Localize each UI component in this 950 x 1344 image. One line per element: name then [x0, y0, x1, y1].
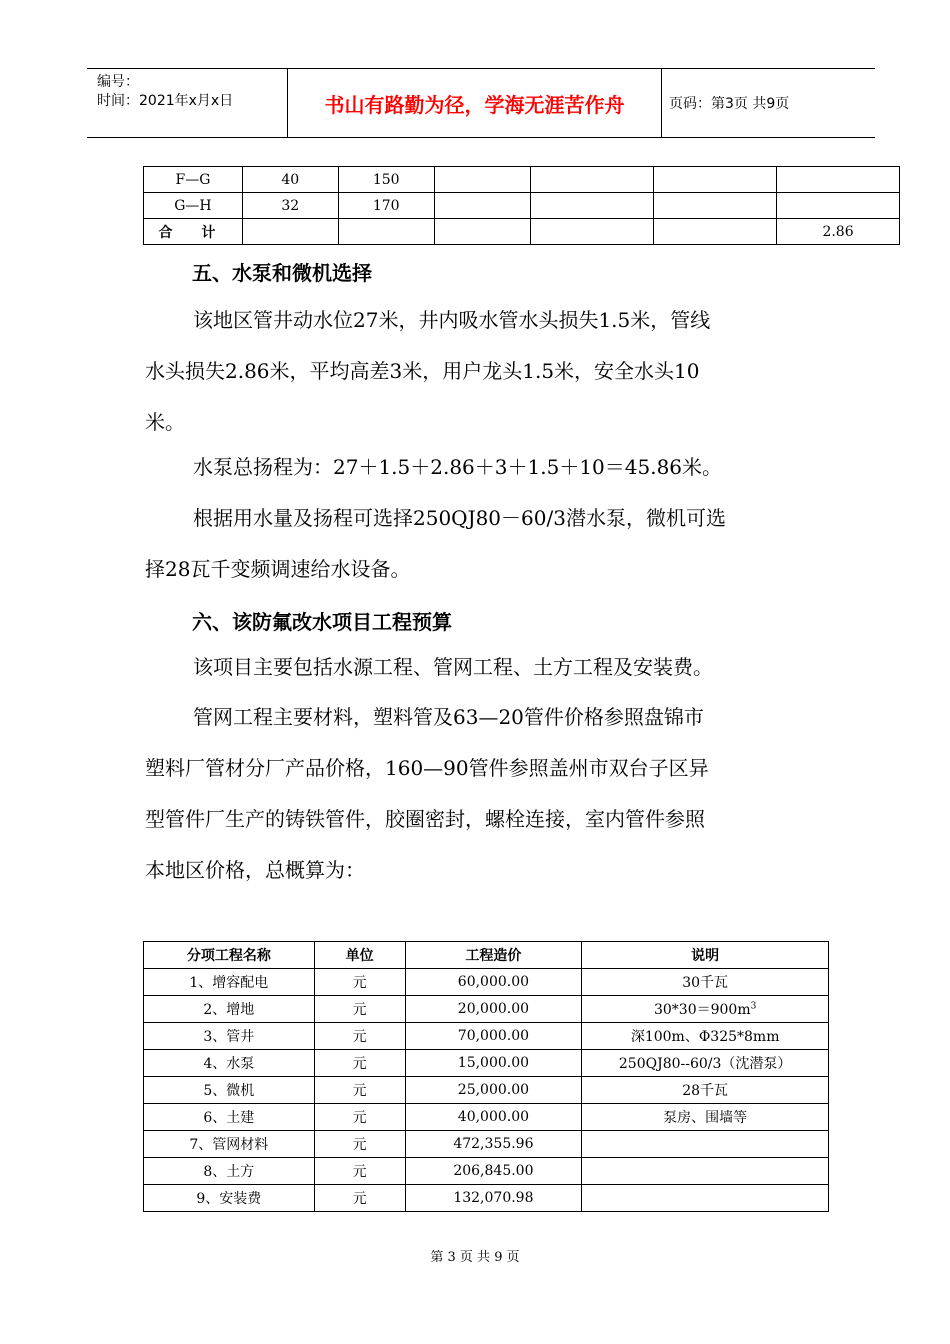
table-row	[144, 1050, 829, 1077]
text-line: 择28瓦千变频调速给水设备。	[145, 557, 411, 581]
item-unit: 元	[314, 996, 405, 1023]
item-cost: 132,070.98	[405, 1185, 582, 1212]
table-cell	[434, 219, 531, 245]
table-cell	[777, 167, 900, 193]
item-note	[582, 1131, 829, 1158]
section5-paragraph3	[145, 493, 825, 595]
item-name: 5、微机	[144, 1077, 315, 1104]
table-row	[144, 969, 829, 996]
item-cost: 472,355.96	[405, 1131, 582, 1158]
item-unit: 元	[314, 1158, 405, 1185]
item-unit: 元	[314, 1023, 405, 1050]
table-cell	[434, 193, 531, 219]
item-note: 250QJ80--60/3（沈潜泵）	[582, 1050, 829, 1077]
item-name: 2、增地	[144, 996, 315, 1023]
table-cell	[338, 219, 434, 245]
item-unit: 元	[314, 1104, 405, 1131]
item-name: 4、水泵	[144, 1050, 315, 1077]
table-row	[144, 996, 829, 1023]
budget-table	[143, 941, 829, 1212]
table-header-row	[144, 942, 829, 969]
table-row	[144, 1131, 829, 1158]
item-note: 30千瓦	[582, 969, 829, 996]
text-line: 该地区管井动水位27米，井内吸水管水头损失1.5米，管线	[193, 308, 711, 332]
item-unit: 元	[314, 1077, 405, 1104]
table-row	[144, 1185, 829, 1212]
item-note: 深100m、Φ325*8mm	[582, 1023, 829, 1050]
text-line: 塑料厂管材分厂产品价格，160—90管件参照盖州市双台子区异	[145, 756, 709, 780]
text-line: 水泵总扬程为：27＋1.5＋2.86＋3＋1.5＋10＝45.86米。	[193, 455, 723, 479]
total-label: 合 计	[144, 219, 243, 245]
item-unit: 元	[314, 969, 405, 996]
column-header: 说明	[582, 942, 829, 969]
item-cost: 206,845.00	[405, 1158, 582, 1185]
page-header	[87, 68, 875, 138]
item-unit: 元	[314, 1050, 405, 1077]
item-name: 1、增容配电	[144, 969, 315, 996]
table-row	[144, 167, 900, 193]
text-line: 型管件厂生产的铸铁管件，胶圈密封，螺栓连接，室内管件参照	[145, 807, 705, 831]
column-header: 单位	[314, 942, 405, 969]
item-name: 8、土方	[144, 1158, 315, 1185]
item-note: 泵房、围墙等	[582, 1104, 829, 1131]
table-cell: 40	[242, 167, 338, 193]
table-row-total	[144, 219, 900, 245]
item-cost: 15,000.00	[405, 1050, 582, 1077]
total-value: 2.86	[777, 219, 900, 245]
table-cell	[654, 219, 777, 245]
header-meta	[97, 73, 285, 111]
text-line: 管网工程主要材料，塑料管及63—20管件价格参照盘锦市	[193, 705, 704, 729]
table-cell: G—H	[144, 193, 243, 219]
item-name: 9、安装费	[144, 1185, 315, 1212]
table-cell	[654, 167, 777, 193]
section6-paragraph2	[145, 692, 825, 896]
text-line: 米。	[145, 410, 185, 434]
item-name: 6、土建	[144, 1104, 315, 1131]
number-label: 编号：	[97, 74, 139, 90]
section5-paragraph2	[145, 442, 825, 493]
table-row	[144, 1104, 829, 1131]
item-unit: 元	[314, 1185, 405, 1212]
table-cell	[242, 219, 338, 245]
table-cell: 170	[338, 193, 434, 219]
item-cost: 20,000.00	[405, 996, 582, 1023]
table-cell: 150	[338, 167, 434, 193]
item-note	[582, 1158, 829, 1185]
table-cell	[531, 167, 654, 193]
table-cell: 32	[242, 193, 338, 219]
item-cost: 70,000.00	[405, 1023, 582, 1050]
note-text: 30*30＝900m	[653, 1002, 751, 1018]
item-unit: 元	[314, 1131, 405, 1158]
table-row	[144, 1023, 829, 1050]
item-note	[582, 996, 829, 1023]
section5-heading: 五、水泵和微机选择	[192, 261, 372, 285]
item-cost: 25,000.00	[405, 1077, 582, 1104]
section5-paragraph1	[145, 295, 825, 448]
header-page-info: 页码：第3页 共9页	[669, 96, 790, 112]
table-cell	[654, 193, 777, 219]
superscript: 3	[750, 1001, 757, 1012]
item-note	[582, 1185, 829, 1212]
table-cell	[531, 193, 654, 219]
table-row	[144, 1077, 829, 1104]
item-cost: 60,000.00	[405, 969, 582, 996]
text-line: 该项目主要包括水源工程、管网工程、土方工程及安装费。	[193, 655, 713, 679]
header-motto: 书山有路勤为径，学海无涯苦作舟	[324, 92, 625, 117]
text-line: 本地区价格，总概算为：	[145, 858, 365, 882]
page-footer: 第 3 页 共 9 页	[430, 1250, 520, 1265]
section6-heading: 六、该防氟改水项目工程预算	[192, 610, 452, 634]
text-line: 水头损失2.86米，平均高差3米，用户龙头1.5米，安全水头10	[145, 359, 700, 383]
pipe-loss-table	[143, 166, 900, 245]
table-row	[144, 1158, 829, 1185]
header-divider	[661, 69, 662, 137]
item-name: 3、管井	[144, 1023, 315, 1050]
column-header: 工程造价	[405, 942, 582, 969]
column-header: 分项工程名称	[144, 942, 315, 969]
item-cost: 40,000.00	[405, 1104, 582, 1131]
item-name: 7、管网材料	[144, 1131, 315, 1158]
time-label: 时间：2021年x月x日	[97, 93, 234, 109]
table-cell	[777, 193, 900, 219]
table-cell: F—G	[144, 167, 243, 193]
section6-paragraph1	[145, 642, 825, 693]
table-cell	[531, 219, 654, 245]
table-row	[144, 193, 900, 219]
item-note: 28千瓦	[582, 1077, 829, 1104]
text-line: 根据用水量及扬程可选择250QJ80－60/3潜水泵，微机可选	[193, 506, 726, 530]
table-cell	[434, 167, 531, 193]
